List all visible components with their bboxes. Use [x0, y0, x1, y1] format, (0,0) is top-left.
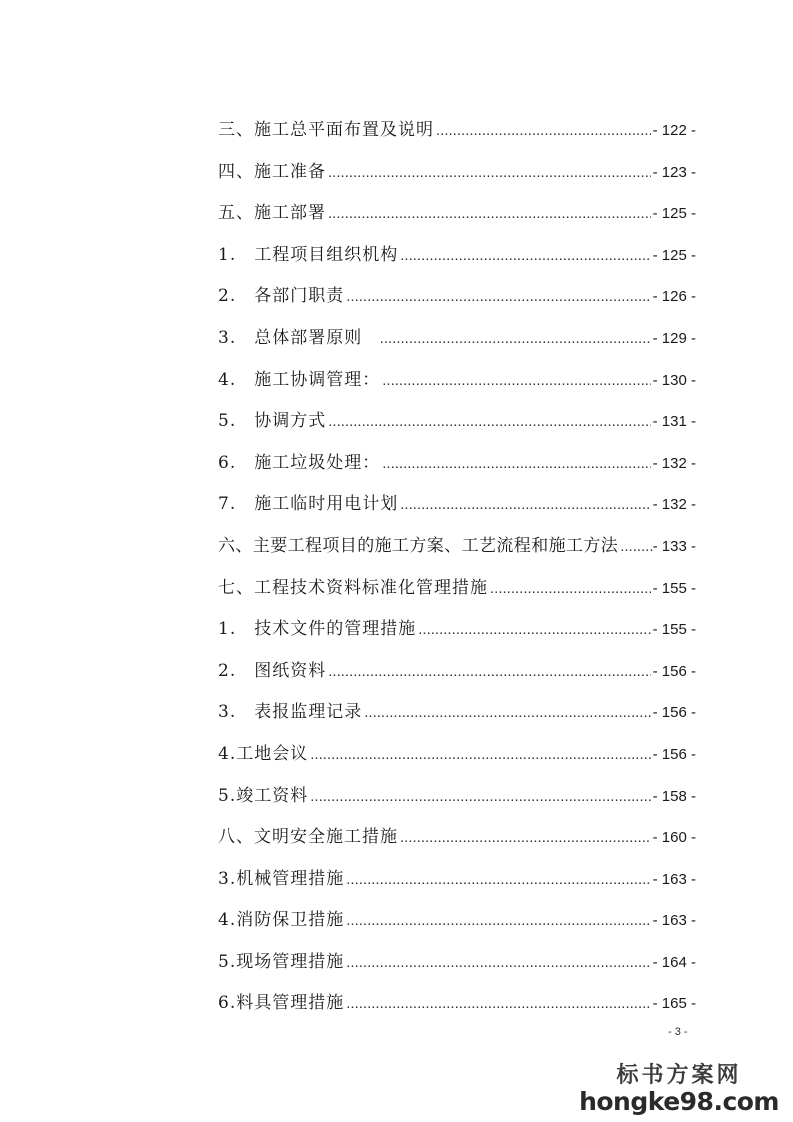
- toc-entry-page: - 125 -: [652, 205, 696, 223]
- toc-entry[interactable]: [218, 323, 696, 365]
- toc-leader-dots: [382, 372, 650, 389]
- toc-entry[interactable]: [218, 531, 696, 573]
- toc-leader-dots: [346, 871, 650, 888]
- toc-leader-dots: [400, 829, 651, 846]
- toc-entry[interactable]: [218, 614, 696, 656]
- toc-leader-dots: [490, 580, 651, 597]
- table-of-contents: [218, 115, 696, 1030]
- toc-entry[interactable]: [218, 905, 696, 947]
- toc-leader-dots: [382, 455, 650, 472]
- toc-entry-page: - 130 -: [652, 371, 696, 389]
- toc-entry[interactable]: [218, 448, 696, 490]
- toc-entry-page: - 133 -: [652, 537, 696, 555]
- toc-entry-page: - 163 -: [652, 870, 696, 888]
- toc-entry-page: - 156 -: [652, 662, 696, 680]
- toc-leader-dots: [310, 788, 650, 805]
- watermark-site-name: 标书方案网: [616, 1062, 742, 1088]
- toc-entry[interactable]: [218, 365, 696, 407]
- toc-entry-page: - 132 -: [652, 454, 696, 472]
- page-number: - 3 -: [668, 1026, 688, 1038]
- toc-leader-dots: [328, 164, 651, 181]
- toc-entry-page: - 155 -: [652, 579, 696, 597]
- toc-entry-title: 1. 工程项目组织机构: [218, 244, 399, 265]
- toc-leader-dots: [310, 746, 650, 763]
- toc-entry-page: - 160 -: [652, 829, 696, 847]
- toc-entry-page: - 158 -: [652, 787, 696, 805]
- toc-entry[interactable]: [218, 198, 696, 240]
- toc-entry-title: 4.消防保卫措施: [218, 910, 345, 931]
- toc-leader-dots: [346, 995, 650, 1012]
- toc-entry[interactable]: [218, 822, 696, 864]
- toc-entry-page: - 155 -: [652, 621, 696, 639]
- toc-entry-title: 6. 施工垃圾处理：: [218, 452, 381, 473]
- toc-entry-title: 2. 各部门职责: [218, 286, 345, 307]
- toc-leader-dots: [346, 912, 650, 929]
- toc-entry[interactable]: [218, 656, 696, 698]
- toc-entry[interactable]: [218, 406, 696, 448]
- toc-entry-title: 3.机械管理措施: [218, 868, 345, 889]
- toc-entry-title: 3. 表报监理记录: [218, 702, 363, 723]
- toc-entry-title: 4.工地会议: [218, 743, 309, 764]
- toc-entry-page: - 156 -: [652, 745, 696, 763]
- toc-entry-title: 2. 图纸资料: [218, 660, 327, 681]
- watermark-logo: [579, 1062, 779, 1116]
- toc-entry-page: - 165 -: [652, 995, 696, 1013]
- toc-leader-dots: [328, 205, 651, 222]
- toc-entry-page: - 164 -: [652, 953, 696, 971]
- toc-leader-dots: [328, 413, 650, 430]
- toc-entry-page: - 126 -: [652, 288, 696, 306]
- toc-leader-dots: [620, 538, 652, 555]
- toc-entry-title: 八、文明安全施工措施: [218, 827, 398, 848]
- toc-entry-title: 四、施工准备: [218, 161, 326, 182]
- toc-leader-dots: [380, 330, 651, 347]
- toc-entry-page: - 163 -: [652, 912, 696, 930]
- toc-leader-dots: [364, 704, 650, 721]
- toc-entry-page: - 156 -: [652, 704, 696, 722]
- toc-entry-title: 七、工程技术资料标准化管理措施: [218, 577, 488, 598]
- toc-leader-dots: [346, 954, 650, 971]
- toc-entry[interactable]: [218, 781, 696, 823]
- toc-entry-page: - 123 -: [652, 163, 696, 181]
- toc-leader-dots: [400, 247, 650, 264]
- toc-entry[interactable]: [218, 281, 696, 323]
- toc-entry[interactable]: [218, 697, 696, 739]
- toc-entry[interactable]: [218, 573, 696, 615]
- toc-leader-dots: [346, 288, 650, 305]
- toc-entry[interactable]: [218, 240, 696, 282]
- toc-entry-title: 6.料具管理措施: [218, 993, 345, 1014]
- toc-entry-title: 4. 施工协调管理：: [218, 369, 381, 390]
- toc-entry-page: - 129 -: [652, 329, 696, 347]
- toc-entry[interactable]: [218, 489, 696, 531]
- toc-entry-page: - 125 -: [652, 246, 696, 264]
- toc-entry-title: 五、施工部署: [218, 203, 326, 224]
- watermark-url: hongke98.com: [579, 1087, 779, 1116]
- toc-leader-dots: [436, 122, 651, 139]
- toc-entry[interactable]: [218, 157, 696, 199]
- toc-entry-title: 5.竣工资料: [218, 785, 309, 806]
- toc-entry-title: 5. 协调方式: [218, 411, 327, 432]
- toc-entry-page: - 131 -: [652, 413, 696, 431]
- toc-entry-title: 5.现场管理措施: [218, 951, 345, 972]
- toc-entry-title: 7. 施工临时用电计划: [218, 494, 399, 515]
- toc-entry[interactable]: [218, 947, 696, 989]
- toc-leader-dots: [418, 621, 650, 638]
- toc-entry[interactable]: [218, 115, 696, 157]
- toc-entry[interactable]: [218, 739, 696, 781]
- toc-entry-page: - 122 -: [652, 122, 696, 139]
- toc-entry[interactable]: [218, 864, 696, 906]
- toc-entry[interactable]: [218, 988, 696, 1030]
- toc-leader-dots: [400, 496, 650, 513]
- toc-entry-page: - 132 -: [652, 496, 696, 514]
- toc-entry-title: 1. 技术文件的管理措施: [218, 619, 417, 640]
- toc-entry-title: 3. 总体部署原则: [218, 327, 363, 348]
- toc-leader-dots: [328, 663, 650, 680]
- toc-entry-title: 六、主要工程项目的施工方案、工艺流程和施工方法: [218, 535, 619, 556]
- toc-entry-title: 三、施工总平面布置及说明: [218, 120, 434, 140]
